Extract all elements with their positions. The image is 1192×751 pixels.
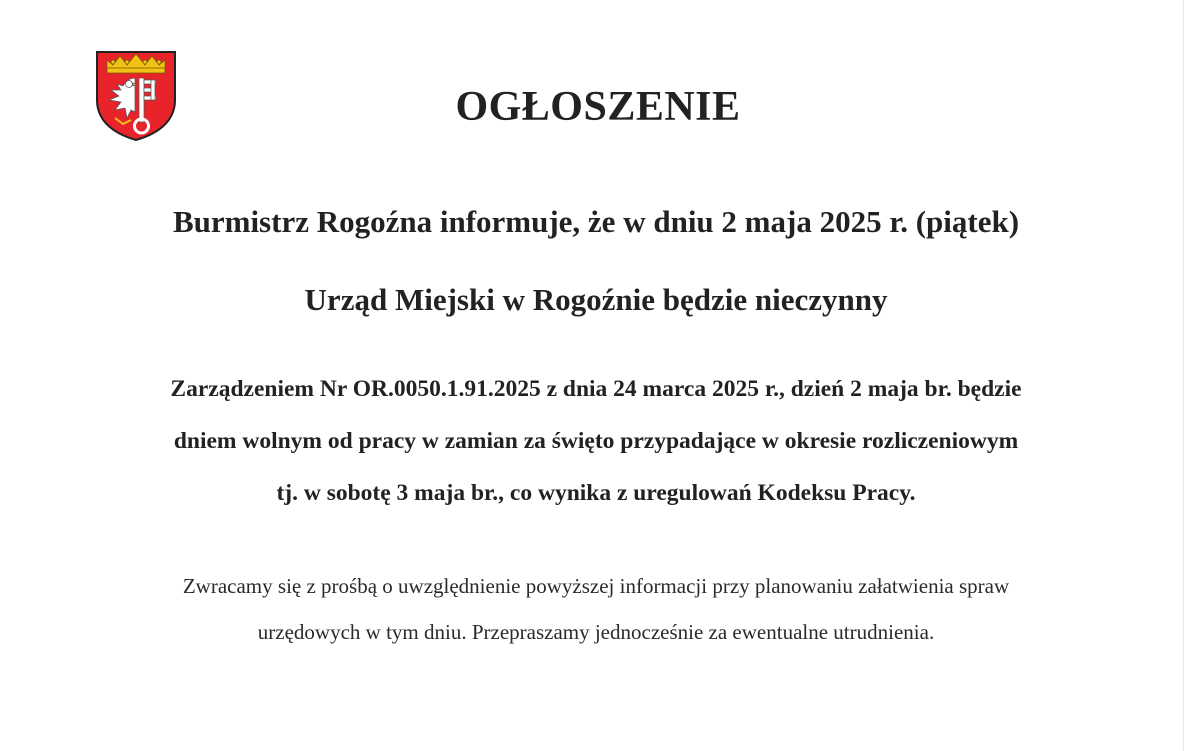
regulation-line: tj. w sobotę 3 maja br., co wynika z uregulowań Kodeksu Pracy.: [276, 480, 916, 506]
headline-office-closed: Urząd Miejski w Rogoźnie będzie nieczynny: [304, 282, 888, 317]
regulation-line: dniem wolnym od pracy w zamian za święto przypadające w okresie rozliczeniowym: [173, 428, 1019, 454]
apology-line: urzędowych w tym dniu. Przepraszamy jednocześnie za ewentualne utrudnienia.: [257, 620, 935, 644]
regulation-paragraph: [60, 363, 1132, 519]
regulation-line: Zarządzeniem Nr OR.0050.1.91.2025 z dnia 24 marca 2025 r., dzień 2 maja br. będzie: [170, 376, 1022, 402]
apology-paragraph: [60, 563, 1132, 655]
apology-line: Zwracamy się z prośbą o uwzględnienie powyższej informacji przy planowaniu załatwienia spraw: [182, 574, 1010, 598]
page-title: OGŁOSZENIE: [455, 84, 741, 130]
headline-closure-date: Burmistrz Rogoźna informuje, że w dniu 2 maja 2025 r. (piątek): [172, 204, 1020, 239]
